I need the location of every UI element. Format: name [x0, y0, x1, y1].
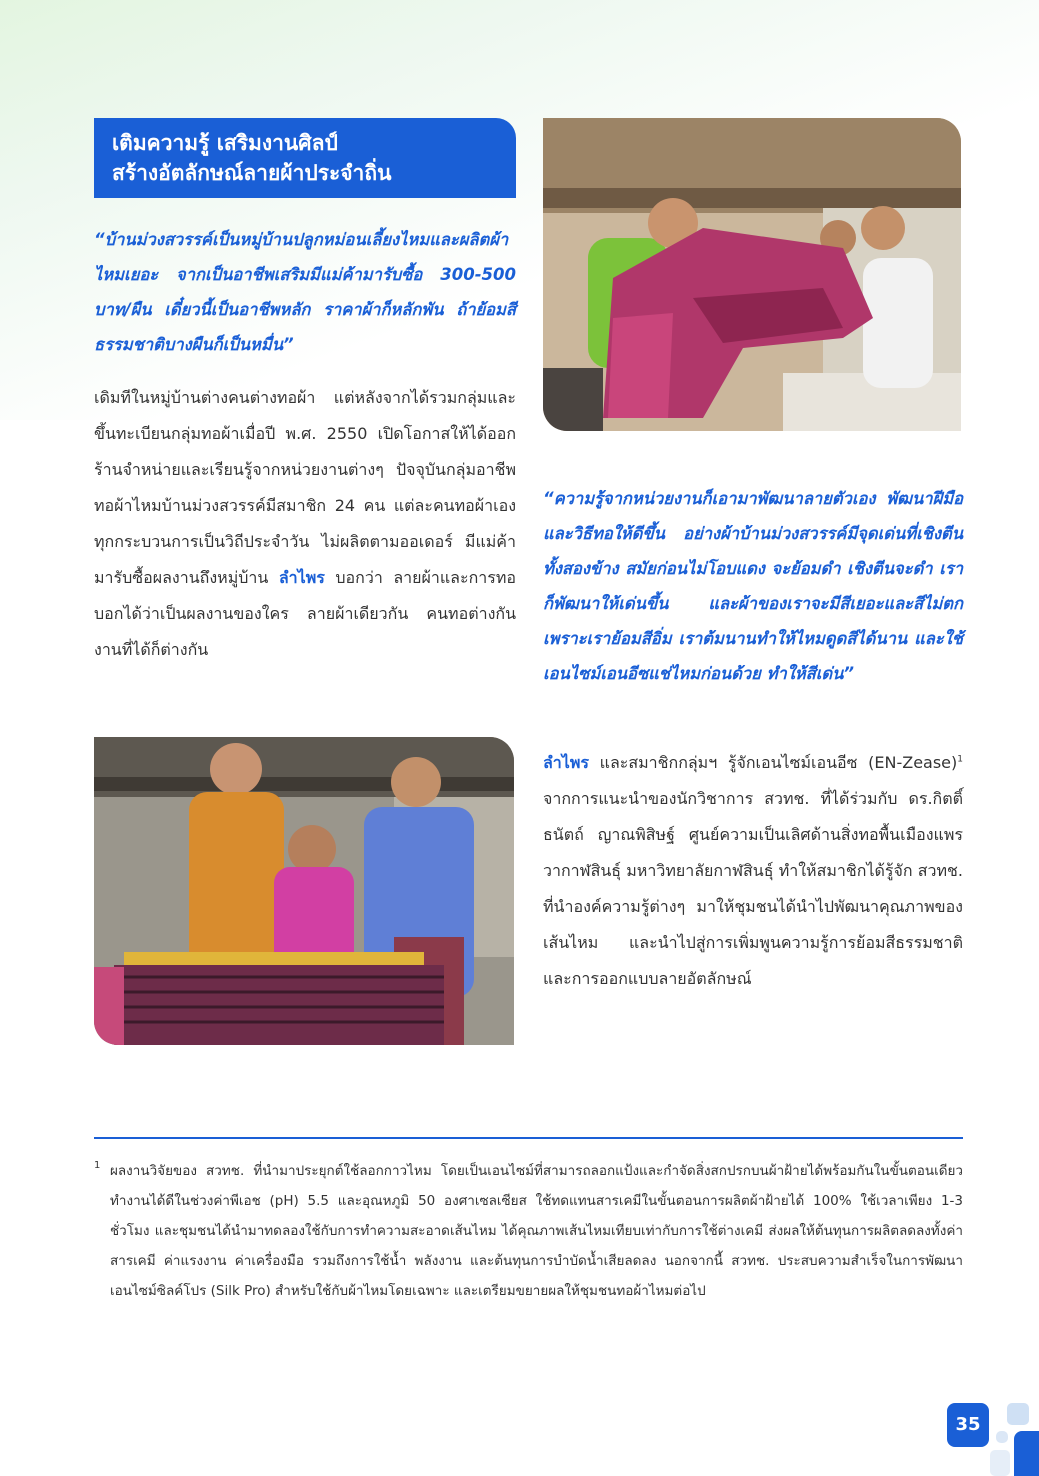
body1-part1: เดิมทีในหมู่บ้านต่างคนต่างทอผ้า แต่หลังจากได้รวมกลุ่มและขึ้นทะเบียนกลุ่มทอผ้าเมื่อปี พ.ศ. 2550 เปิดโอกาสให้ได้ออกร้านจำหน่ายและเรียนรู้จากหน่วยงานต่างๆ ปัจจุบันกลุ่มอาชีพทอผ้าไหมบ้านม่วงสวรรค์มีสมาชิก 24 คน แต่ละคนทอผ้าเองทุกกระบวนการเป็นวิถีประจำวัน ไม่ผลิตตามออเดอร์ มีแม่ค้ามารับซื้อผลงานถึงหมู่บ้าน: [94, 388, 516, 587]
decor-square: [1007, 1403, 1029, 1425]
pull-quote-2: “ความรู้จากหน่วยงานก็เอามาพัฒนาลายตัวเอง พัฒนาฝีมือและวิธีทอให้ดีขึ้น อย่างผ้าบ้านม่วงสวรรค์มีจุดเด่นที่เชิงตีนทั้งสองข้าง สมัยก่อนไม่โอบแดง จะย้อมดำ เชิงตีนจะดำ เราก็พัฒนาให้เด่นขึ้น และผ้าของเราจะมีสีเยอะและสีไม่ตก เพราะเราย้อมสีอิ่ม เราต้มนานทำให้ไหมดูดสีได้นาน และใช้เอนไซม์เอนอีซแช่ไหมก่อนด้วย ทำให้สีเด่น”: [543, 489, 963, 683]
footnote-ref: 1: [957, 754, 963, 765]
page-number: 35: [947, 1403, 989, 1447]
body2-part2: จากการแนะนำของนักวิชาการ สวทช. ที่ได้ร่วมกับ ดร.กิตติ์ธนัตถ์ ญาณพิสิษฐ์ ศูนย์ความเป็นเลิศด้านสิ่งทอพื้นเมืองแพรวากาฬสินธุ์ มหาวิทยาลัยกาฬสินธุ์ ทำให้สมาชิกได้รู้จัก สวทช. ที่นำองค์ความรู้ต่างๆ มาให้ชุมชนได้นำไปพัฒนาคุณภาพของเส้นไหม และนำไปสู่การเพิ่มพูนความรู้การย้อมสีธรรมชาติและการออกแบบลายอัตลักษณ์: [543, 789, 963, 988]
highlight-name-2: ลำไพร: [543, 753, 589, 772]
footnote-divider: [94, 1137, 963, 1139]
highlight-name: ลำไพร: [278, 568, 325, 587]
section-title: [94, 118, 516, 198]
decor-square: [1014, 1431, 1039, 1476]
footnote-marker: 1: [94, 1160, 101, 1171]
body2-part1: และสมาชิกกลุ่มฯ รู้จักเอนไซม์เอนอีซ (EN-Zease): [588, 753, 958, 772]
pull-quote-1: “บ้านม่วงสวรรค์เป็นหมู่บ้านปลูกหม่อนเลี้ยงไหมและผลิตผ้าไหมเยอะ จากเป็นอาชีพเสริมมีแม่ค้ามารับซื้อ 300-500 บาท/ผืน เดี๋ยวนี้เป็นอาชีพหลัก ราคาผ้าก็หลักพัน ถ้าย้อมสีธรรมชาติบางผืนก็เป็นหมื่น”: [94, 230, 516, 354]
decor-square: [990, 1450, 1010, 1476]
decor-square: [996, 1431, 1008, 1443]
body1-part2: บอกว่า ลายผ้าและการทอบอกได้ว่าเป็นผลงานของใคร ลายผ้าเดียวกัน คนทอต่างกัน งานที่ได้ก็ต่างกัน: [94, 568, 517, 659]
photo-weaving-loom: [94, 737, 514, 1045]
title-line-1: เติมความรู้ เสริมงานศิลป์: [112, 131, 338, 155]
footnote-text: ผลงานวิจัยของ สวทช. ที่นำมาประยุกต์ใช้ลอกกาวไหม โดยเป็นเอนไซม์ที่สามารถลอกแป้งและกำจัดสิ่งสกปรกบนผ้าฝ้ายได้พร้อมกันในขั้นตอนเดียว ทำงานได้ดีในช่วงค่าพีเอช (pH) 5.5 และอุณหภูมิ 50 องศาเซลเซียส ใช้ทดแทนสารเคมีในขั้นตอนการผลิตผ้าฝ้ายได้ 100% ใช้เวลาเพียง 1-3 ชั่วโมง และชุมชนได้นำมาทดลองใช้กับการทำความสะอาดเส้นไหม ได้คุณภาพเส้นไหมเทียบเท่ากับการใช้ต่างเคมี ส่งผลให้ต้นทุนการผลิตลดลงทั้งค่าสารเคมี ค่าแรงงาน ค่าเครื่องมือ รวมถึงการใช้น้ำ พลังงาน และต้นทุนการบำบัดน้ำเสียลดลง นอกจากนี้ สวทช. ประสบความสำเร็จในการพัฒนาเอนไซม์ซิลค์โปร (Silk Pro) สำหรับใช้กับผ้าไหมโดยเฉพาะ และเตรียมขยายผลให้ชุมชนทอผ้าไหมต่อไป: [110, 1163, 963, 1299]
title-line-2: สร้างอัตลักษณ์ลายผ้าประจำถิ่น: [112, 161, 392, 185]
body-paragraph-1: [94, 380, 516, 668]
body-paragraph-2: [543, 745, 963, 997]
photo-silk-showcase: [543, 118, 961, 431]
